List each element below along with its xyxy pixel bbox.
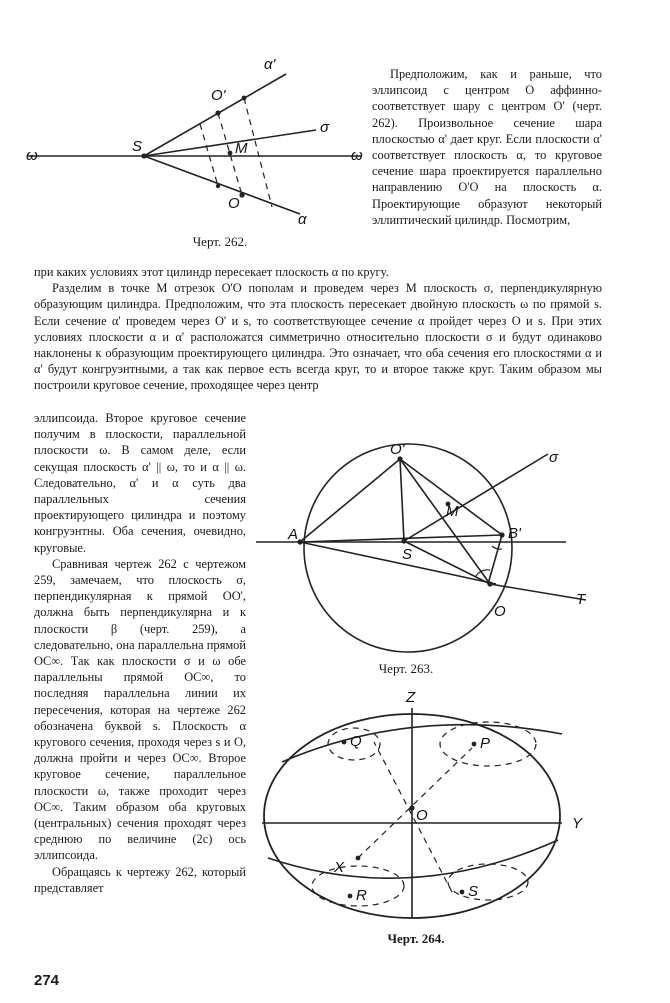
figure-262-caption: Черт. 262. — [192, 234, 248, 249]
text-block-left — [34, 410, 246, 896]
point-o-prime — [215, 110, 220, 115]
chord-a-o — [300, 542, 496, 584]
paragraph: Сравнивая чертеж 262 с чертежом 259, замечаем, что плоскость σ, перпендикулярная к прямой OO', должна быть перпендикулярна и к плоскости β (черт. 259), а следовательно, она параллельна прямой OC∞. Так как плоскости σ и ω обе параллельны прямой OC∞, то последняя параллельна линии их пересечения, которая на чертеже 262 обозначена буквой s. Плоскость α кругового сечения, проходя через s и O, должна пройти и через OC∞. Второе круговое сечение, параллельное плоскости ω, также проходит через OC∞. Таким образом оба круговых (центральных) сечения проходят через среднюю по величине (2c) ось эллипсоида. — [34, 556, 246, 863]
figure-263-caption: Черт. 263. — [378, 661, 434, 676]
circle-s — [448, 864, 528, 900]
label-o: O — [228, 195, 240, 212]
point-x — [356, 856, 361, 861]
label-sigma: σ — [549, 449, 559, 466]
label-y: Y — [572, 815, 583, 832]
label-m: M — [235, 140, 248, 157]
label-a: A — [288, 526, 299, 543]
chord-o-prime-o — [400, 459, 490, 584]
point-b-prime — [499, 532, 504, 537]
figure-264-caption: Черт. 264. — [387, 931, 445, 946]
text-block-wide — [34, 264, 602, 394]
label-o: O — [494, 603, 506, 620]
label-z: Z — [406, 689, 416, 706]
label-o-prime: O' — [211, 87, 226, 104]
label-s: S — [402, 546, 413, 563]
point-m — [228, 151, 233, 156]
point-alpha-prime — [242, 96, 247, 101]
point-s — [141, 153, 146, 158]
paragraph: Обращаясь к чертежу 262, который представляет — [34, 864, 246, 895]
projection-dashed-3 — [200, 124, 218, 186]
dashed-diagonal-1 — [358, 748, 472, 858]
point-o — [487, 581, 492, 586]
upper-curve — [282, 725, 562, 762]
page-number: 274 — [34, 972, 60, 989]
figure-263-drawing — [266, 441, 602, 634]
figure-262-drawing — [28, 52, 368, 242]
paragraph: эллипсоида. Второе круговое сечение получим в плоскости, параллельной плоскости ω. В самом деле, если секущая плоскость α' || ω, то и α || ω. Следовательно, α' и α суть два параллельных сечения проектирующего цилиндра и поэтому конгруэнтны. Оба сечения, очевидно, круговые. — [34, 411, 246, 555]
point-p — [472, 742, 477, 747]
label-o-prime: O' — [390, 441, 405, 458]
point-s — [460, 890, 465, 895]
point-alpha — [216, 184, 220, 188]
label-s: S — [468, 883, 479, 900]
point-a — [297, 539, 302, 544]
paragraph: Разделим в точке M отрезок O'O пополам и проведем через M плоскость σ, перпендикулярную образующим цилиндра. Предположим, что эта плоскость пересекает двойную плоскость ω по прямой s. Если сечение α' проведем через O' и s, то соответствующее сечение α пройдет через O и s. При этих условиях плоскости α и α' расположатся симметрично относительно плоскости σ и будут одинаково наклонены к образующим проектирующего цилиндра. Это означает, что оба сечения его плоскостями α и α' будут конгруэнтными, а так как первое есть всегда круг, то и второе также круг. Таким образом мы построили круговое сечение, проходящее через центр — [34, 281, 602, 393]
label-s: S — [132, 138, 143, 155]
chord-o-prime-s — [400, 459, 404, 541]
figure-264 — [262, 686, 602, 918]
label-alpha: α — [298, 211, 307, 228]
label-b-prime: B' — [508, 525, 521, 542]
point-s — [401, 538, 406, 543]
label-omega-right: ω — [351, 147, 363, 164]
paragraph: Предположим, как и раньше, что эллипсоид с центром O аффинно-соответствует шару с центром O' (черт. 262). Произвольное сечение шара плоскостью α' дает круг. Если плоскости α' соответствует плоскость α, то круговое сечение шара проектируется параллельно направлению O'O на плоскость α. Проектирующие образуют некоторый эллиптический цилиндр. Посмотрим, — [372, 67, 602, 227]
angle-arc-b — [492, 546, 502, 549]
label-m: M — [446, 503, 459, 520]
point-q — [342, 740, 347, 745]
alpha-line — [144, 156, 300, 214]
paragraph: при каких условиях этот цилиндр пересекает плоскость α по кругу. — [34, 265, 389, 279]
label-q: Q — [350, 733, 362, 750]
figure-264-drawing — [262, 686, 602, 918]
tangent-line — [490, 584, 586, 600]
label-sigma: σ — [320, 119, 330, 136]
point-r — [348, 894, 353, 899]
chord-s-o — [404, 541, 490, 584]
chord-o-prime-b — [400, 459, 502, 535]
label-omega-left: ω — [26, 147, 38, 164]
label-o: O — [416, 807, 428, 824]
point-o — [239, 192, 244, 197]
figure-263 — [266, 441, 602, 634]
label-p: P — [480, 735, 491, 752]
projection-dashed-2 — [244, 98, 272, 207]
text-block-right-top — [372, 66, 602, 228]
label-alpha-prime: α' — [264, 56, 276, 73]
sigma-line — [404, 454, 548, 541]
label-x: X — [334, 859, 345, 876]
figure-262 — [28, 52, 368, 242]
label-t: T — [576, 591, 586, 608]
point-o — [409, 805, 414, 810]
label-r: R — [356, 887, 367, 904]
chord-a-b — [300, 535, 502, 542]
lower-curve — [268, 840, 558, 878]
